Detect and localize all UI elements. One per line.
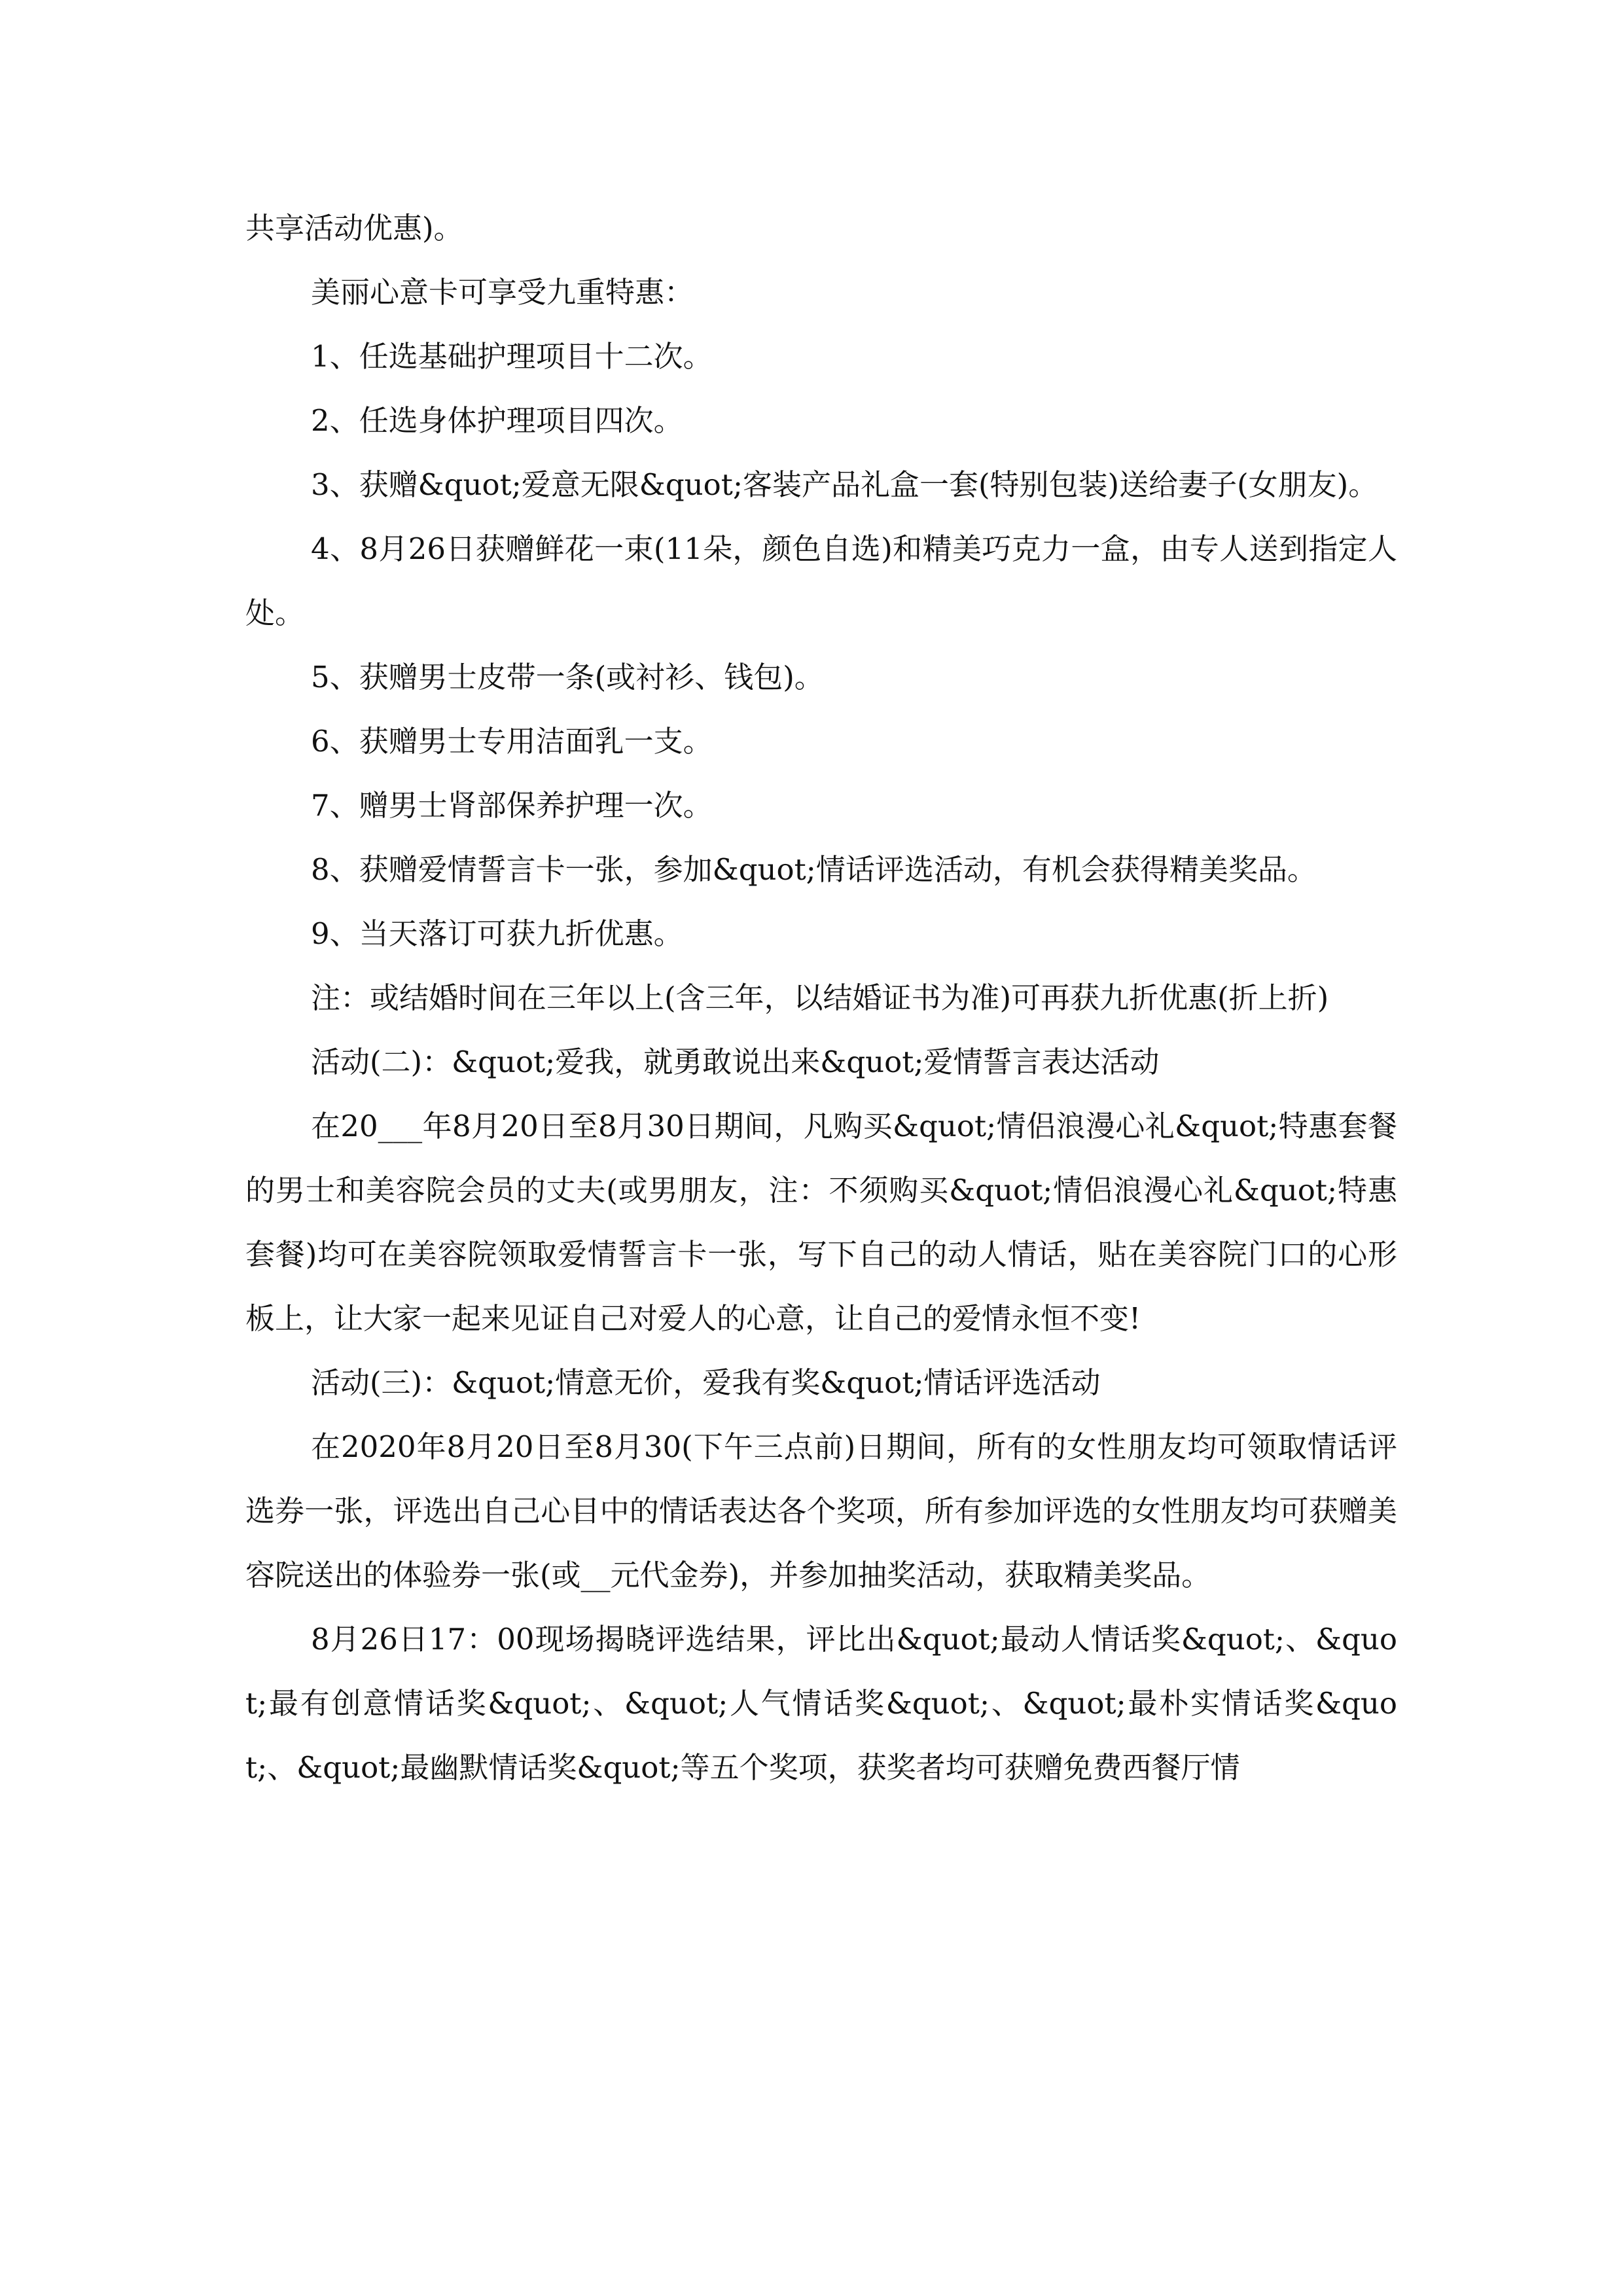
paragraph-15: 活动(三)：&quot;情意无价，爱我有奖&quot;情话评选活动 xyxy=(311,1365,1101,1400)
paragraph-3: 1、任选基础护理项目十二次。 xyxy=(311,339,713,374)
paragraph-2: 美丽心意卡可享受九重特惠： xyxy=(311,275,694,310)
paragraph-4: 2、任选身体护理项目四次。 xyxy=(311,403,683,438)
paragraph-1: 共享活动优惠)。 xyxy=(245,211,463,245)
paragraph-10: 8、获赠爱情誓言卡一张，参加&quot;情话评选活动，有机会获得精美奖品。 xyxy=(311,852,1317,887)
paragraph-5: 3、获赠&quot;爱意无限&quot;客装产品礼盒一套(特别包装)送给妻子(女朋友)。 xyxy=(311,467,1378,502)
paragraph-13: 活动(二)：&quot;爱我，就勇敢说出来&quot;爱情誓言表达活动 xyxy=(311,1045,1160,1079)
paragraph-17: 8月26日17：00现场揭晓评选结果，评比出&quot;最动人情话奖&quot;、&quot;最有创意情话奖&quot;、&quot;人气情话奖&quot;、&quot;最朴实情话奖&quot;、&quot;最幽默情话奖&quot;等五个奖项，获奖者均可获赠免费西餐厅情 xyxy=(245,1622,1397,1785)
document-body xyxy=(245,196,1397,1800)
paragraph-9: 7、赠男士肾部保养护理一次。 xyxy=(311,788,713,823)
paragraph-12: 注：或结婚时间在三年以上(含三年，以结婚证书为准)可再获九折优惠(折上折) xyxy=(311,980,1329,1015)
paragraph-11: 9、当天落订可获九折优惠。 xyxy=(311,916,683,951)
paragraph-7: 5、获赠男士皮带一条(或衬衫、钱包)。 xyxy=(311,660,824,694)
paragraph-6: 4、8月26日获赠鲜花一束(11朵，颜色自选)和精美巧克力一盒，由专人送到指定人处。 xyxy=(245,531,1397,630)
paragraph-8: 6、获赠男士专用洁面乳一支。 xyxy=(311,724,713,759)
paragraph-14: 在20___年8月20日至8月30日期间，凡购买&quot;情侣浪漫心礼&quot;特惠套餐的男士和美容院会员的丈夫(或男朋友，注：不须购买&quot;情侣浪漫心礼&quot;特惠套餐)均可在美容院领取爱情誓言卡一张，写下自己的动人情话，贴在美容院门口的心形板上，让大家一起来见证自己对爱人的心意，让自己的爱情永恒不变! xyxy=(245,1109,1397,1336)
paragraph-16: 在2020年8月20日至8月30(下午三点前)日期间，所有的女性朋友均可领取情话评选券一张，评选出自己心目中的情话表达各个奖项，所有参加评选的女性朋友均可获赠美容院送出的体验券一张(或__元代金券)，并参加抽奖活动，获取精美奖品。 xyxy=(245,1429,1397,1592)
